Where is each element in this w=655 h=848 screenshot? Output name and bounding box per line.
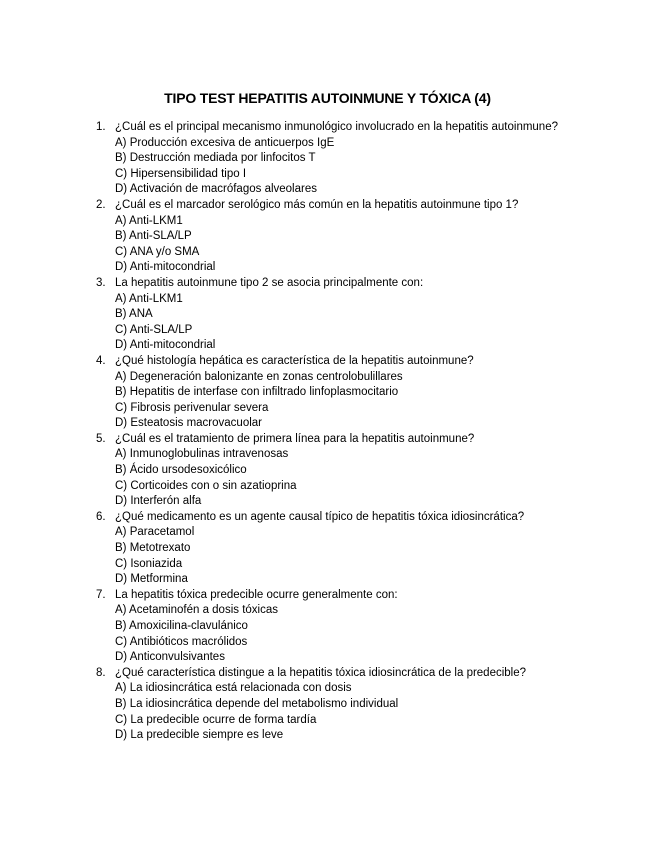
question-number: 1. xyxy=(96,121,106,133)
answer-option: A) Inmunoglobulinas intravenosas xyxy=(115,448,289,461)
answer-option: A) Anti-LKM1 xyxy=(115,292,183,305)
option-list xyxy=(96,603,558,665)
question-line xyxy=(96,588,558,604)
answer-option: B) La idiosincrática depende del metabolismo individual xyxy=(115,697,399,710)
question-number: 5. xyxy=(96,432,106,445)
question-line xyxy=(96,198,558,214)
question-list xyxy=(96,120,558,744)
question-line xyxy=(96,666,558,682)
answer-option: D) Anti-mitocondrial xyxy=(115,339,216,352)
question-item xyxy=(96,510,558,588)
question-number: 6. xyxy=(96,510,106,523)
question-number: 4. xyxy=(96,354,106,367)
question-text: ¿Cuál es el principal mecanismo inmunológico involucrado en la hepatitis autoinmune? xyxy=(115,121,558,133)
answer-option: C) La predecible ocurre de forma tardía xyxy=(115,713,317,726)
question-number: 8. xyxy=(96,666,106,679)
answer-option: D) Activación de macrófagos alveolares xyxy=(115,183,317,196)
question-item xyxy=(96,120,558,198)
answer-option: D) Esteatosis macrovacuolar xyxy=(115,417,262,430)
question-text: La hepatitis autoinmune tipo 2 se asocia principalmente con: xyxy=(115,276,424,289)
answer-option: A) Producción excesiva de anticuerpos IgE xyxy=(115,136,335,149)
answer-option: C) Corticoides con o sin azatioprina xyxy=(115,479,297,492)
option-list xyxy=(96,136,558,198)
answer-option: A) Paracetamol xyxy=(115,526,195,539)
answer-option: B) Destrucción mediada por linfocitos T xyxy=(115,152,316,165)
answer-option: C) Anti-SLA/LP xyxy=(115,323,193,336)
answer-option: A) La idiosincrática está relacionada con dosis xyxy=(115,682,352,695)
question-item xyxy=(96,354,558,432)
option-list xyxy=(96,681,558,743)
option-list xyxy=(96,370,558,432)
answer-option: C) ANA y/o SMA xyxy=(115,245,200,258)
question-item xyxy=(96,276,558,354)
answer-option: B) Ácido ursodesoxicólico xyxy=(115,464,247,477)
answer-option: B) Anti-SLA/LP xyxy=(115,230,192,243)
answer-option: D) La predecible siempre es leve xyxy=(115,729,284,742)
question-line xyxy=(96,432,558,448)
question-text: ¿Qué característica distingue a la hepatitis tóxica idiosincrática de la predecible? xyxy=(115,666,527,679)
answer-option: B) Metotrexato xyxy=(115,542,191,555)
answer-option: D) Anticonvulsivantes xyxy=(115,651,225,664)
option-list xyxy=(96,214,558,276)
answer-option: A) Degeneración balonizante en zonas centrolobulillares xyxy=(115,370,403,383)
question-line xyxy=(96,354,558,370)
question-number: 7. xyxy=(96,588,106,601)
question-number: 3. xyxy=(96,276,106,289)
question-item xyxy=(96,666,558,744)
question-item xyxy=(96,432,558,510)
answer-option: A) Acetaminofén a dosis tóxicas xyxy=(115,604,278,617)
question-item xyxy=(96,588,558,666)
document-title: TIPO TEST HEPATITIS AUTOINMUNE Y TÓXICA (4) xyxy=(164,90,491,106)
question-line xyxy=(96,120,558,136)
answer-option: C) Hipersensibilidad tipo I xyxy=(115,167,247,180)
answer-option: D) Anti-mitocondrial xyxy=(115,261,216,274)
question-text: La hepatitis tóxica predecible ocurre generalmente con: xyxy=(115,588,398,601)
answer-option: B) ANA xyxy=(115,308,153,321)
answer-option: C) Isoniazida xyxy=(115,557,183,570)
answer-option: B) Amoxicilina-clavulánico xyxy=(115,620,248,632)
option-list xyxy=(96,292,558,354)
answer-option: C) Fibrosis perivenular severa xyxy=(115,401,269,414)
option-list xyxy=(96,525,558,587)
answer-option: D) Interferón alfa xyxy=(115,495,202,508)
answer-option: A) Anti-LKM1 xyxy=(115,214,183,227)
question-line xyxy=(96,276,558,292)
answer-option: B) Hepatitis de interfase con infiltrado linfoplasmocitario xyxy=(115,386,399,399)
question-line xyxy=(96,510,558,526)
question-item xyxy=(96,198,558,276)
question-number: 2. xyxy=(96,198,106,211)
question-text: ¿Cuál es el tratamiento de primera línea para la hepatitis autoinmune? xyxy=(115,432,475,445)
question-text: ¿Qué histología hepática es característica de la hepatitis autoinmune? xyxy=(115,354,474,367)
option-list xyxy=(96,447,558,509)
answer-option: C) Antibióticos macrólidos xyxy=(115,635,248,648)
question-text: ¿Cuál es el marcador serológico más común en la hepatitis autoinmune tipo 1? xyxy=(115,198,519,211)
answer-option: D) Metformina xyxy=(115,573,188,586)
question-text: ¿Qué medicamento es un agente causal típico de hepatitis tóxica idiosincrática? xyxy=(115,510,525,523)
